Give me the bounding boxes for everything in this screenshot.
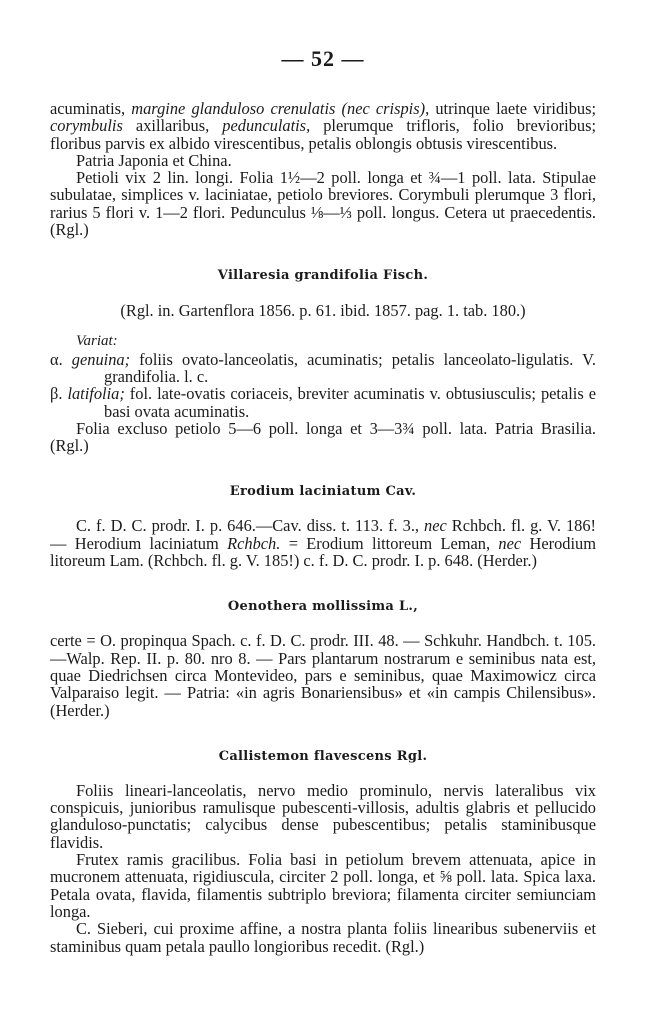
variat-label: Variat: [76,333,118,350]
variety-beta [50,385,596,420]
variety-name: genuina; [71,349,131,369]
reference-villaresia: (Rgl. in. Gartenflora 1856. p. 61. ibid. 1857. pag. 1. tab. 180.) [120,301,526,321]
italic-run: nec [424,516,447,536]
italic-run: margine glanduloso crenulatis (nec crispis) [131,99,426,118]
page-number: — 52 — [281,46,365,71]
paragraph-frutex: Frutex ramis gracilibus. Folia basi in petiolum brevem attenuata, apice in mucronem attenuata, rigidiuscula, circiter 2 poll. longa, et ⅝ poll. lata. Spica laxa. Petala ovata, flavida, filamentis subtriplo breviora; filamenta circiter semiunciam longa. [50,850,596,921]
oenothera-block [50,632,596,718]
paragraph-erodium [50,517,596,569]
text-run: acuminatis, [50,99,132,118]
variat-block [50,333,596,454]
continued-text [50,100,596,238]
variety-text: foliis ovato-lanceolatis, acuminatis; petalis lanceolato-ligulatis. V. grandifolia. l. c. [104,349,596,386]
variety-alpha [50,351,596,386]
paragraph-folia: Folia excluso petiolo 5—6 poll. longa et 3—3¾ poll. lata. Patria Brasilia. (Rgl.) [50,418,596,456]
italic-run: pedunculatis [222,116,307,136]
variety-text: fol. late-ovatis coriaceis, breviter acuminatis v. obtusiusculis; petalis e basi ovata acuminatis. [104,384,597,421]
text-run: , plerumque trifloris, folio brevioribus; floribus parvis ex albido virescentibus, petalis oblongis obtusis virescentibus. [50,116,596,153]
text-run: C. f. D. C. prodr. I. p. 646.—Cav. diss. t. 113. f. 3., [76,516,425,536]
section-heading-villaresia: Villaresia grandifolia Fisch. [217,268,429,284]
callistemon-block [50,782,596,955]
italic-run: Rchbch. [227,533,281,553]
variety-letter: α. [50,349,72,369]
section-heading-erodium: Erodium laciniatum Cav. [229,484,417,500]
paragraph-oenothera: certe = O. propinqua Spach. c. f. D. C. prodr. III. 48. — Schkuhr. Handbch. t. 105.—Walp. Rep. II. p. 80. nro 8. — Pars plantarum nostrarum e seminibus nata est, quae Diedrichsen circa Montevideo, pars e seminibus, quae Maximowicz circa Valparaiso legit. — Patria: «in agris Bonariensibus» et «in campis Chilensibus». (Herder.) [50,631,596,720]
paragraph-petioli: Petioli vix 2 lin. longi. Folia 1½—2 poll. longa et ¾—1 poll. lata. Stipulae subulatae, simplices v. laciniatae, petiolo breviores. Corymbuli plerumque 3 flori, rarius 5 flori v. 1—2 flori. Pedunculus ⅛—⅓ poll. longus. Cetera ut praecedentis. (Rgl.) [50,168,596,240]
text-run: Rchbch. fl. g. V. 186! — Herodium laciniatum [50,516,596,553]
document-page [50,0,596,955]
text-run: Herodium litoreum Lam. (Rchbch. fl. g. V. 185!) c. f. D. C. prodr. I. p. 648. (Herder.) [50,533,596,571]
section-heading-callistemon: Callistemon flavescens Rgl. [218,748,428,764]
paragraph-patria: Patria Japonia et China. [76,150,232,170]
italic-run: nec [498,533,522,553]
variety-name: latifolia; [67,384,125,404]
paragraph-description [50,100,596,152]
paragraph-sieberi: C. Sieberi, cui proxime affine, a nostra planta foliis linearibus subenerviis et staminibus quam petala paullo longioribus recedit. (Rgl.) [50,919,596,956]
italic-run: corymbulis [50,116,123,136]
variety-letter: β. [50,384,68,404]
text-run: axillaribus, [122,116,223,136]
erodium-block [50,517,596,569]
text-run: , utrinque laete viridibus; [425,99,597,118]
text-run: = Erodium littoreum Leman, [280,533,499,553]
paragraph-foliis: Foliis lineari-lanceolatis, nervo medio prominulo, nervis lateralibus vix conspicuis, junioribus ramulisque pubescenti-villosis, adultis glabris et pellucido glanduloso-punctatis; calycibus dense pubescentibus; petalis staminibusque flavidis. [50,780,596,852]
section-heading-oenothera: Oenothera mollissima L., [227,599,419,615]
